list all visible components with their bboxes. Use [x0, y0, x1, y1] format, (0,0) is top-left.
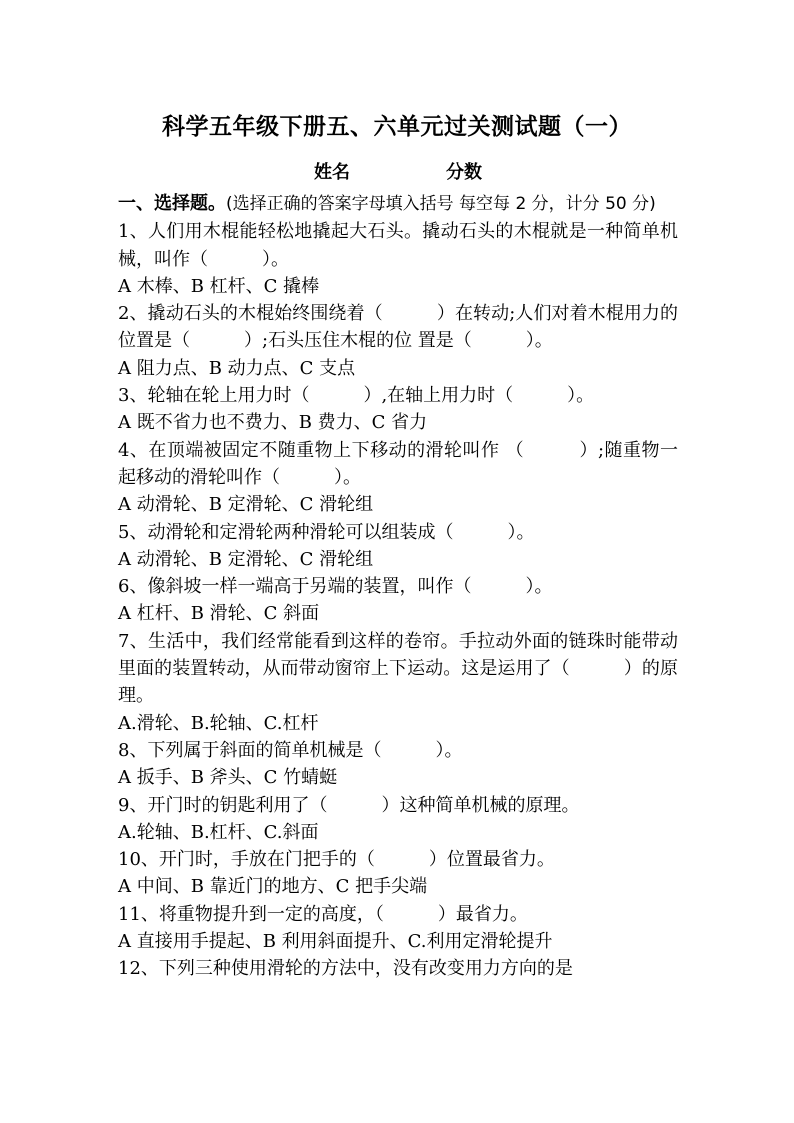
option-line: A 扳手、B 斧头、C 竹蜻蜓 [118, 767, 338, 789]
question-line: 3、轮轴在轮上用力时（ ）,在轴上用力时（ ）。 [118, 385, 595, 407]
option-line: A 动滑轮、B 定滑轮、C 滑轮组 [118, 548, 374, 570]
score-label: 分数 [446, 162, 482, 183]
option-line: A 中间、B 靠近门的地方、C 把手尖端 [118, 876, 428, 898]
question-line: 6、像斜坡一样一端高于另端的装置，叫作（ ）。 [118, 576, 553, 598]
question-line: 5、动滑轮和定滑轮两种滑轮可以组装成（ ）。 [118, 521, 535, 543]
option-line: A 直接用手提起、B 利用斜面提升、C.利用定滑轮提升 [118, 931, 553, 953]
question-line: 1、人们用木棍能轻松地撬起大石头。撬动石头的木棍就是一种简单机械，叫作（ ）。 [118, 221, 678, 270]
name-label: 姓名 [314, 162, 350, 183]
section-instruction: (选择正确的答案字母填入括号 每空每 2 分，计分 50 分) [226, 194, 656, 214]
option-line: A 阻力点、B 动力点、C 支点 [118, 357, 356, 379]
option-line: A 动滑轮、B 定滑轮、C 滑轮组 [118, 494, 374, 516]
question-line: 4、在顶端被固定不随重物上下移动的滑轮叫作 （ ）;随重物一起移动的滑轮叫作（ ）。 [118, 439, 678, 488]
option-line: A 木棒、B 杠杆、C 撬棒 [118, 275, 320, 297]
question-content [118, 190, 678, 983]
option-line: A 既不省力也不费力、B 费力、C 省力 [118, 412, 428, 434]
question-line: 12、下列三种使用滑轮的方法中，没有改变用力方向的是 [118, 958, 573, 980]
question-line: 7、生活中，我们经常能看到这样的卷帘。手拉动外面的链珠时能带动里面的装置转动，从而带动窗帘上下运动。这是运用了（ ）的原理。 [118, 630, 678, 707]
section-title: 一、选择题。 [118, 193, 226, 214]
question-line: 2、撬动石头的木棍始终围绕着（ ）在转动;人们对着木棍用力的位置是（ ）;石头压住木棍的位 置是（ ）。 [118, 303, 678, 352]
question-line: 8、下列属于斜面的简单机械是（ ）。 [118, 739, 463, 761]
option-line: A.轮轴、B.杠杆、C.斜面 [118, 821, 319, 843]
question-line: 9、开门时的钥匙利用了（ ）这种简单机械的原理。 [118, 794, 580, 816]
option-line: A 杠杆、B 滑轮、C 斜面 [118, 603, 320, 625]
option-line: A.滑轮、B.轮轴、C.杠杆 [118, 712, 319, 734]
question-line: 10、开门时，手放在门把手的（ ）位置最省力。 [118, 849, 555, 871]
page-title: 科学五年级下册五、六单元过关测试题（一） [162, 114, 632, 140]
question-line: 11、将重物提升到一定的高度，（ ）最省力。 [118, 903, 528, 925]
section-heading [118, 190, 678, 218]
